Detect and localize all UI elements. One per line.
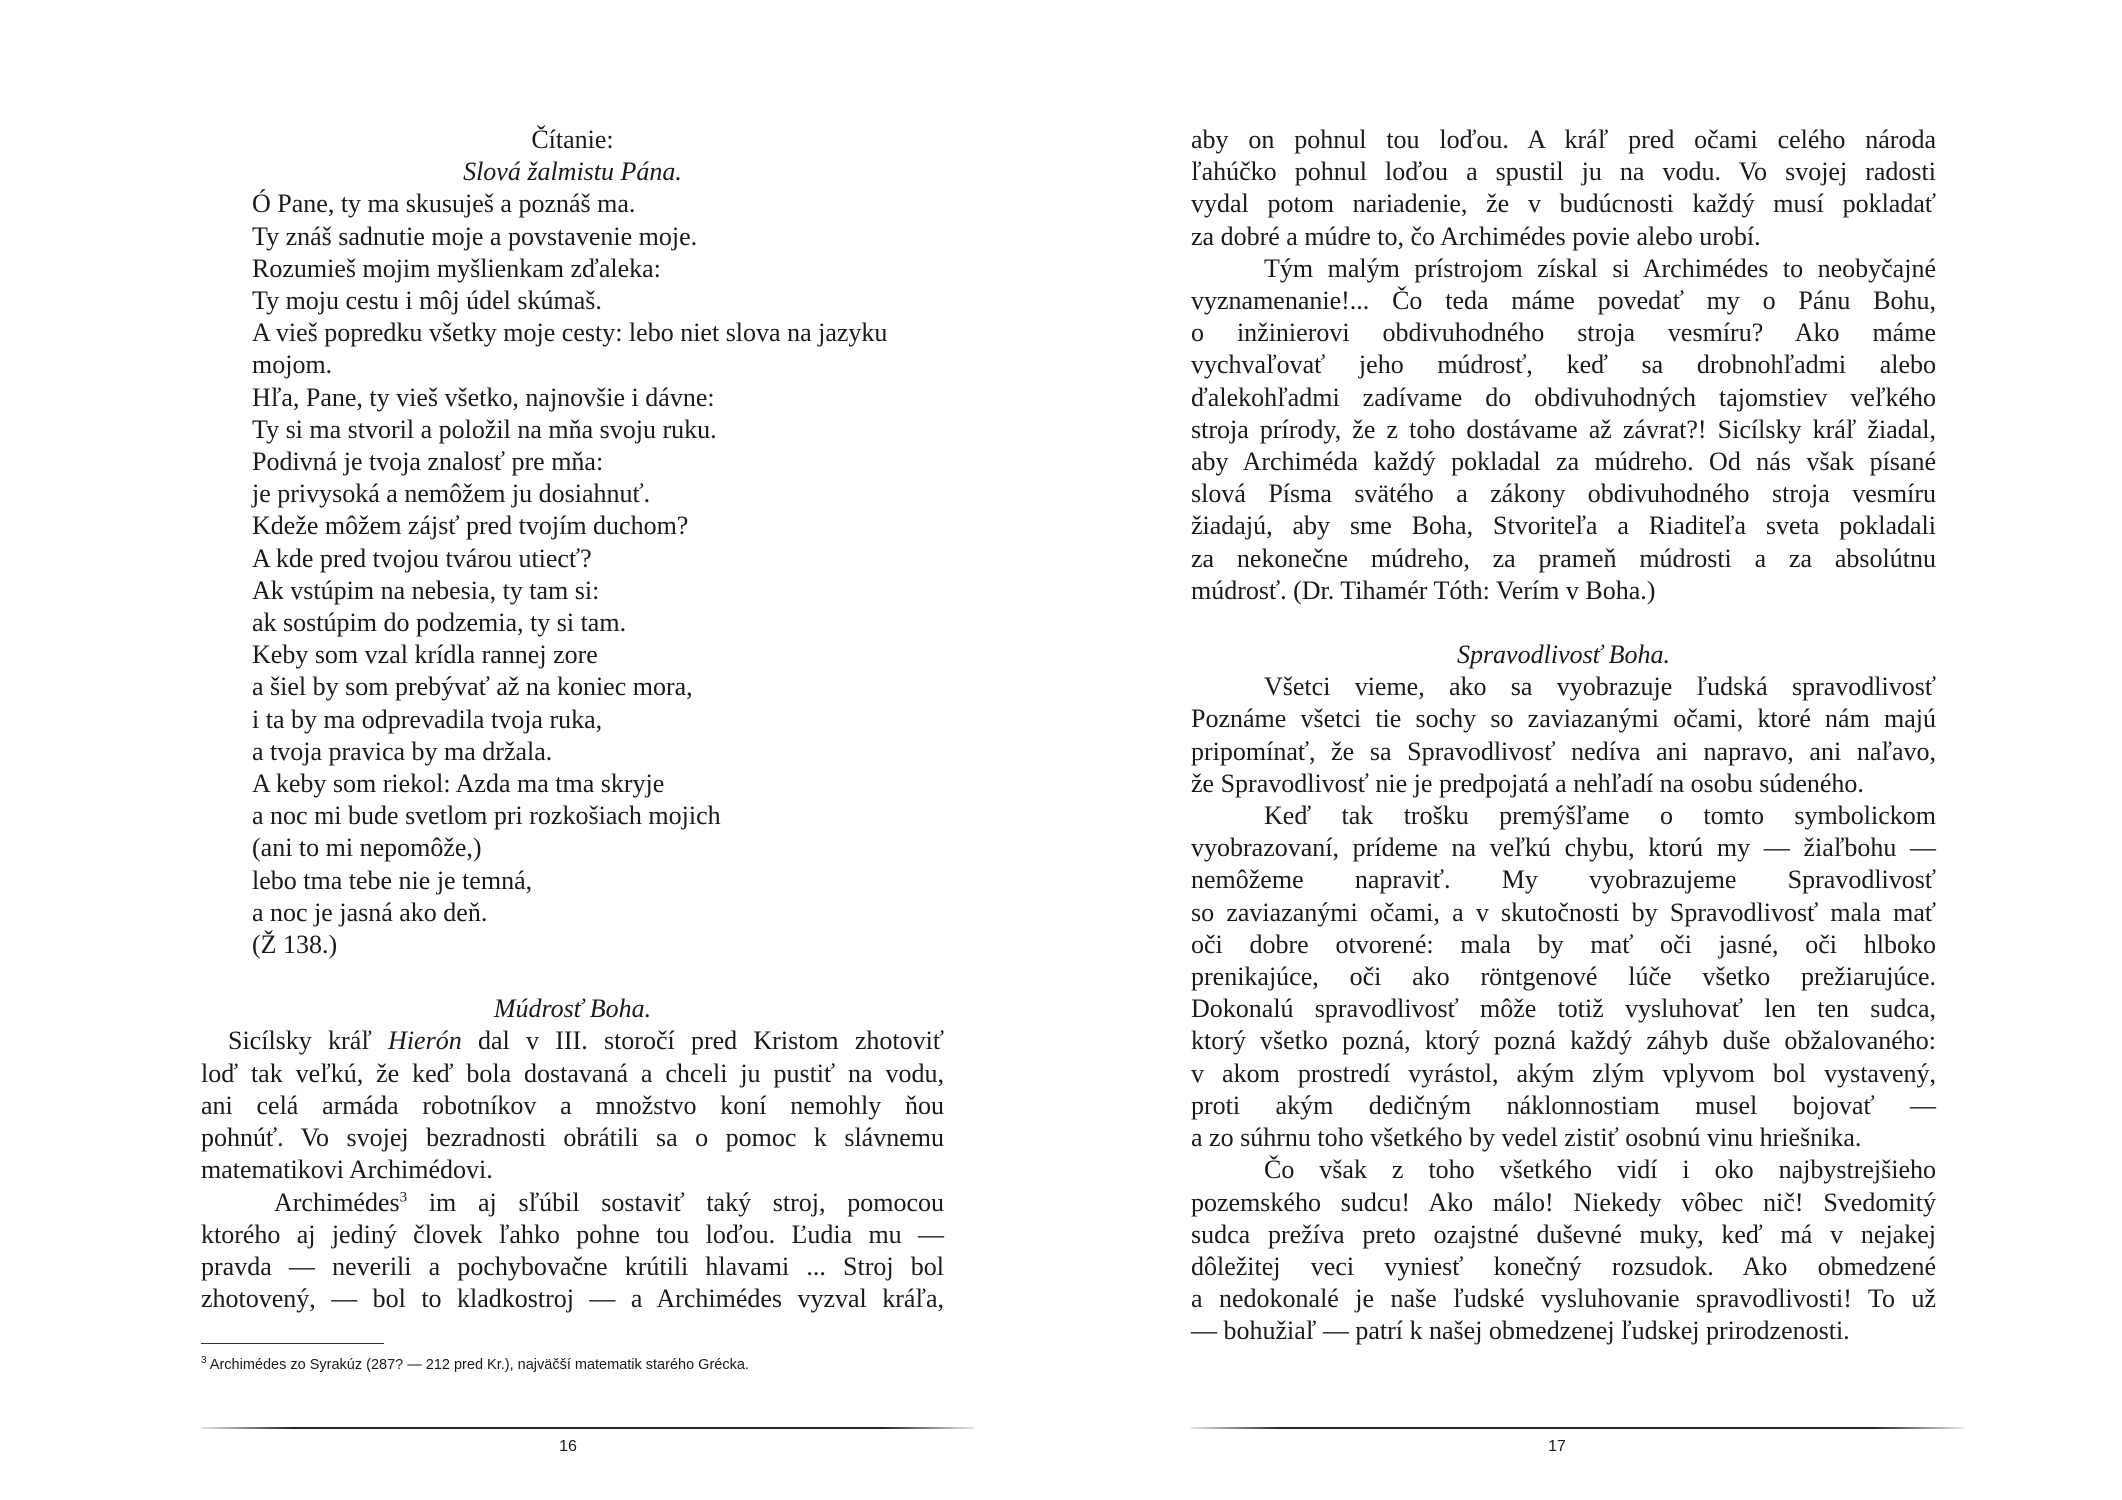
paragraph-line: matematikovi Archimédovi. [201,1155,493,1185]
text-run: Archimédes [274,1187,400,1217]
paragraph-line: loď tak veľkú, že keď bola dostavaná a chceli ju pustiť na vodu, [201,1058,944,1088]
text-run: Sicílsky kráľ [228,1026,389,1056]
paragraph-line: a nedokonalé je naše ľudské vysluhovanie spravodlivosti! To už [1191,1284,1936,1314]
spacer [201,961,944,993]
paragraph-line: pravda — neverili a pochybovačne krútili hlavami ... Stroj bol [201,1251,944,1281]
paragraph-line: vydal potom nariadenie, že v budúcnosti každý musí pokladať [1191,189,1936,219]
paragraph-line: slová Písma svätého a zákony obdivuhodného stroja vesmíru [1191,479,1936,509]
footer-rule [201,1427,974,1429]
paragraph-line: Poznáme všetci tie sochy so zaviazanými očami, ktoré nám majú [1191,704,1936,734]
paragraph-line: a zo súhrnu toho všetkého by vedel zistiť osobnú vinu hriešnika. [1191,1123,1862,1153]
section-title-justice: Spravodlivosť Boha. [1456,640,1671,670]
paragraph-line: žiadajú, aby sme Boha, Stvoriteľa a Riaditeľa sveta pokladali [1191,511,1936,541]
text-run: dal v III. storočí pred Kristom zhotoviť [461,1026,944,1056]
page-number: 17 [1548,1438,1566,1455]
paragraph-line: so zaviazanými očami, a v skutočnosti by Spravodlivosť mala mať [1191,897,1936,927]
psalm-line: A kde pred tvojou tvárou utiecť? [252,543,592,573]
psalm-line: Ak vstúpim na nebesia, ty tam si: [252,575,600,605]
psalm-line: lebo tma tebe nie je temná, [252,865,533,895]
paragraph-line: ktorý všetko pozná, ktorý pozná každý záhyb duše obžalovaného: [1191,1026,1936,1056]
paragraph-line: Keď tak trošku premýšľame o tomto symbolickom [1264,801,1936,831]
psalm-line: a noc je jasná ako deň. [252,897,488,927]
paragraph-line: múdrosť. (Dr. Tihamér Tóth: Verím v Boha.) [1191,575,1656,605]
paragraph-line: vyobrazovaní, prídeme na veľkú chybu, ktorú my — žiaľbohu — [1191,833,1936,863]
psalm-text [201,188,944,961]
paragraph-line: Čo však z toho všetkého vidí i oko najbystrejšieho [1264,1155,1936,1185]
right-text-column [1191,124,1936,1348]
psalm-line: Hľa, Pane, ty vieš všetko, najnovšie i dávne: [252,382,715,412]
paragraph-line: vyznamenanie!... Čo teda máme povedať my o Pánu Bohu, [1191,286,1936,316]
paragraph-line: Dokonalú spravodlivosť môže totiž vysluhovať len ten sudca, [1191,994,1936,1024]
footnote-reference[interactable]: 3 [399,1188,408,1205]
paragraph-hieron [201,1025,944,1186]
psalm-line: Ty znáš sadnutie moje a povstavenie moje. [252,221,698,251]
psalm-line: je privysoká a nemôžem ju dosiahnuť. [252,479,651,509]
paragraph-line [201,1187,944,1219]
footnote-divider [201,1343,384,1344]
psalm-line: a šiel by som prebývať až na koniec mora, [252,672,693,702]
paragraph-line: pripomínať, že sa Spravodlivosť nedíva ani napravo, ani naľavo, [1191,736,1936,766]
psalm-line: mojom. [252,350,333,380]
text-run: im aj sľúbil sostaviť taký stroj, pomocou [407,1187,944,1217]
psalm-line: Rozumieš mojim myšlienkam zďaleka: [252,253,661,283]
section-title-wisdom: Múdrosť Boha. [493,994,652,1024]
reading-heading: Čítanie: [531,125,614,154]
psalm-line: (ani to mi nepomôže,) [252,833,482,863]
psalm-subheading: Slová žalmistu Pána. [463,157,682,187]
paragraph-line: ľahúčko pohnul loďou a spustil ju na vodu. Vo svojej radosti [1191,157,1936,187]
paragraph-line: — bohužiaľ — patrí k našej obmedzenej ľudskej prirodzenosti. [1191,1316,1850,1346]
paragraph-line: stroja prírody, že z toho dostávame až závrat?! Sicílsky kráľ žiadal, [1191,414,1936,444]
footer-rule [1191,1427,1964,1429]
paragraph-line: nemôžeme napraviť. My vyobrazujeme Spravodlivosť [1191,865,1936,895]
psalm-line: ak sostúpim do podzemia, ty si tam. [252,608,627,638]
paragraph-line: zhotovený, — bol to kladkostroj — a Archimédes vyzval kráľa, [201,1284,944,1314]
psalm-line: Ty si ma stvoril a položil na mňa svoju ruku. [252,414,717,444]
paragraph-line: že Spravodlivosť nie je predpojatá a nehľadí na osobu súdeného. [1191,768,1864,798]
paragraph-line: ktorého aj jediný človek ľahko pohne tou loďou. Ľudia mu — [201,1219,944,1249]
page-number: 16 [559,1438,577,1455]
paragraph-line: oči dobre otvorené: mala by mať oči jasné, oči hlboko [1191,929,1936,959]
paragraph-line: pozemského sudcu! Ako málo! Niekedy vôbec nič! Svedomitý [1191,1187,1936,1217]
paragraph-line: v akom prostredí vyrástol, akým zlým vplyvom bol vystavený, [1191,1058,1936,1088]
paragraph-line: za nekonečne múdreho, za prameň múdrosti a za absolútnu [1191,543,1936,573]
paragraph-line: ani celá armáda robotníkov a množstvo koní nemohly ňou [201,1090,944,1120]
psalm-line: a tvoja pravica by ma držala. [252,736,553,766]
paragraph-line: sudca prežíva preto ozajstné duševné muky, keď má v nejakej [1191,1219,1936,1249]
name-hieron: Hierón [388,1026,462,1056]
paragraph-line: vychvaľovať jeho múdrosť, keď sa drobnohľadmi alebo [1191,350,1936,380]
psalm-line: Keby som vzal krídla rannej zore [252,640,598,670]
paragraph-open-eyes [1191,800,1936,1154]
paragraph-line: aby Archiméda každý pokladal za múdreho. Od nás však písané [1191,447,1936,477]
paragraph-wisdom-of-god [1191,253,1936,607]
paragraph-line: za dobré a múdre to, čo Archimédes povie alebo urobí. [1191,221,1761,251]
paragraph-justice-statue [1191,671,1936,800]
psalm-line: Ó Pane, ty ma skusuješ a poznáš ma. [252,189,636,219]
footnote-text: Archimédes zo Syrakúz (287? — 212 pred Kr.), najväčší matematik starého Grécka. [206,1357,749,1373]
psalm-line: i ta by ma odprevadila tvoja ruka, [252,704,603,734]
paragraph-line: proti akým dedičným náklonnostiam musel bojovať — [1191,1090,1936,1120]
footnote-mark: 3 [201,1355,207,1367]
psalm-line: Podivná je tvoja znalosť pre mňa: [252,447,604,477]
paragraph-line: prenikajúce, oči ako röntgenové lúče všetko prežiarujúce. [1191,962,1936,992]
paragraph-line: ďalekohľadmi zadívame do obdivuhodných tajomstiev veľkého [1191,382,1936,412]
footnote [201,1357,749,1373]
paragraph-line: pohnúť. Vo svojej bezradnosti obrátili sa o pomoc k slávnemu [201,1123,944,1153]
paragraph-line: dôležitej veci vyniesť konečný rozsudok. Ako obmedzené [1191,1251,1936,1281]
psalm-line: a noc mi bude svetlom pri rozkošiach mojich [252,801,721,831]
psalm-line: Ty moju cestu i môj údel skúmaš. [252,286,602,316]
paragraph-line [201,1025,944,1057]
psalm-citation: (Ž 138.) [252,930,338,960]
paragraph-line: aby on pohnul tou loďou. A kráľ pred očami celého národa [1191,125,1936,154]
psalm-line: A vieš popredku všetky moje cesty: lebo niet slova na jazyku [252,318,888,348]
right-page [1061,0,2122,1500]
paragraph-earthly-judge [1191,1154,1936,1347]
psalm-line: A keby som riekol: Azda ma tma skryje [252,769,665,799]
spacer [1191,607,1936,639]
left-text-column [201,124,944,1315]
paragraph-continuation [1191,124,1936,253]
paragraph-archimedes [201,1187,944,1316]
paragraph-line: o inžinierovi obdivuhodného stroja vesmíru? Ako máme [1191,318,1936,348]
psalm-line: Kdeže môžem zájsť pred tvojím duchom? [252,511,689,541]
paragraph-line: Tým malým prístrojom získal si Archimédes to neobyčajné [1264,253,1936,283]
paragraph-line: Všetci vieme, ako sa vyobrazuje ľudská spravodlivosť [1264,672,1936,702]
